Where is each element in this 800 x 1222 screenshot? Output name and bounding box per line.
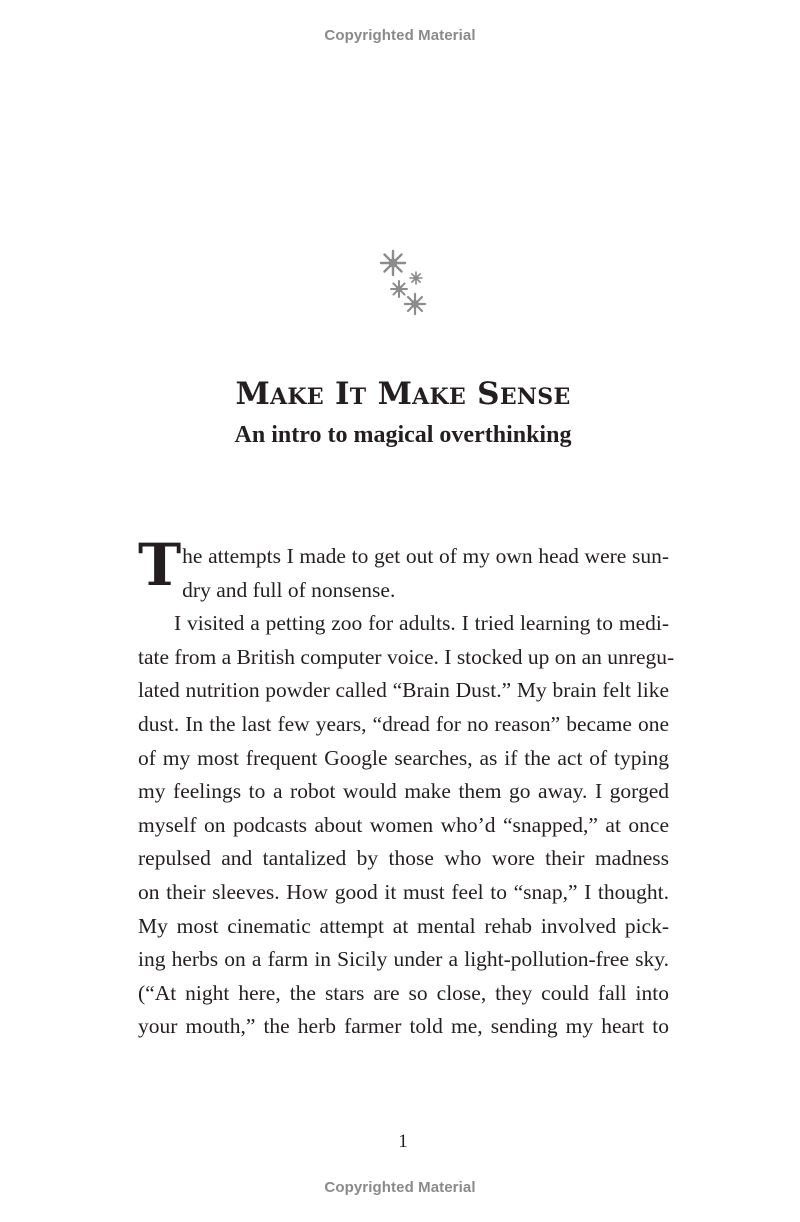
body-text — [138, 531, 675, 1044]
text-line: dry and full of nonsense. — [182, 577, 396, 602]
text-line: your mouth,” the herb farmer told me, sending my heart to — [138, 1014, 669, 1039]
text-line: dust. In the last few years, “dread for no reason” became one — [138, 711, 669, 736]
text-line: lated nutrition powder called “Brain Dust.” My brain felt like — [138, 678, 669, 703]
text-line: myself on podcasts about women who’d “snapped,” at once — [138, 812, 669, 837]
text-line: ing herbs on a farm in Sicily under a light-pollution-free sky. — [138, 947, 669, 972]
text-line: of my most frequent Google searches, as if the act of typing — [138, 745, 669, 770]
chapter-title: Make It Make Sense — [235, 376, 571, 412]
text-line: repulsed and tantalized by those who wore their madness — [138, 846, 669, 871]
copyright-watermark-bottom: Copyrighted Material — [324, 1179, 476, 1196]
text-line: I visited a petting zoo for adults. I tried learning to medi- — [174, 611, 669, 636]
chapter-subtitle: An intro to magical overthinking — [234, 422, 572, 448]
stars-ornament-icon — [372, 244, 432, 320]
text-line: he attempts I made to get out of my own head were sun- — [182, 544, 669, 568]
text-line: (“At night here, the stars are so close, they could fall into — [138, 980, 669, 1005]
text-line: My most cinematic attempt at mental rehab involved pick- — [138, 913, 669, 938]
text-line: my feelings to a robot would make them go away. I gorged — [138, 779, 669, 804]
drop-cap: T — [138, 531, 182, 599]
copyright-watermark-top: Copyrighted Material — [324, 27, 476, 44]
page-number: 1 — [398, 1131, 408, 1152]
text-line: tate from a British computer voice. I stocked up on an unregu- — [138, 644, 675, 669]
text-line: on their sleeves. How good it must feel to “snap,” I thought. — [138, 879, 669, 904]
